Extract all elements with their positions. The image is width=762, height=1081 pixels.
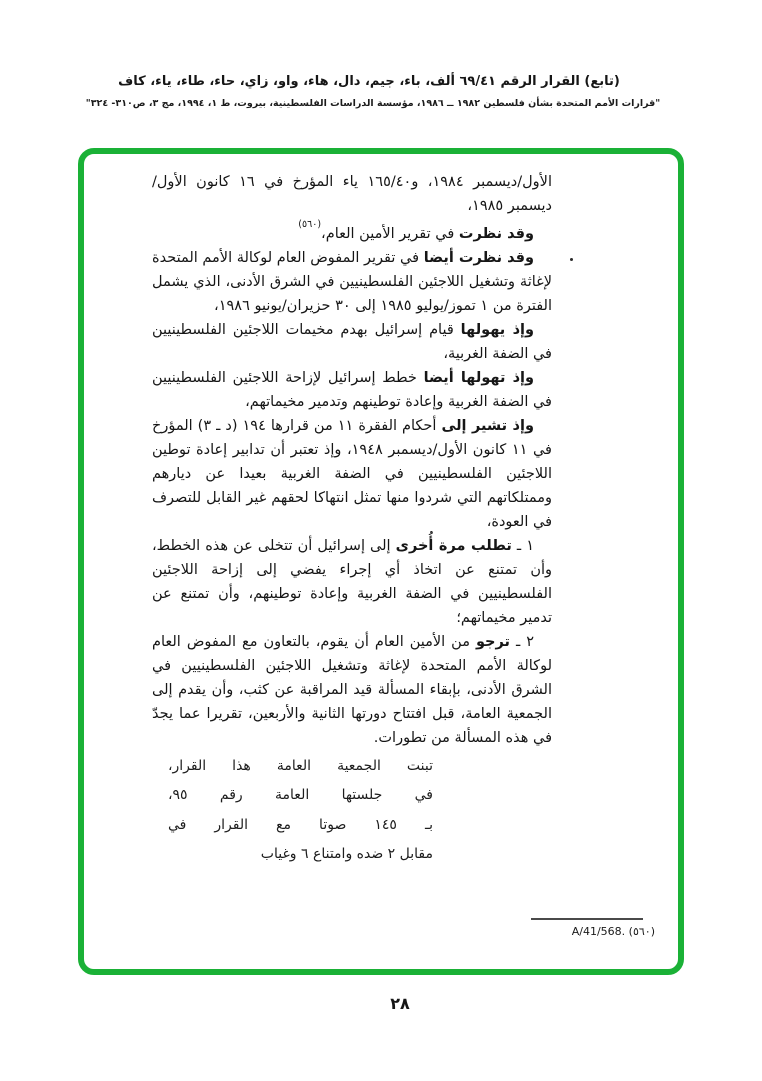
paragraph-text: من الأمين العام أن يقوم، بالتعاون مع المفوض العام لوكالة الأمم المتحدة لإغاثة وتشغيل اللاجئين الفلسطينيين في الشرق الأدنى، بإبقاء المسألة قيد المراقبة عن كثب، وأن يقدم إلى الجمعية العامة، قبل افتتاح دورتها الثانية والأربعين، تقريرا عما يجدّ في هذه المسألة من تطورات. [152, 633, 552, 746]
paragraph-lead: وإذ يهولها [460, 321, 534, 338]
paragraph-number: ١ ـ [511, 537, 534, 554]
adoption-note-line: تبنت الجمعية العامة هذا القرار، [168, 757, 433, 774]
resolution-paragraph [152, 414, 552, 534]
page-header [0, 74, 762, 109]
footnote-document-symbol: A/41/568. [571, 925, 626, 938]
page-number: ٢٨ [390, 994, 410, 1013]
green-frame [78, 148, 684, 975]
adoption-note-line: بـ ١٤٥ صوتا مع القرار في [168, 816, 433, 833]
footnote-rule [531, 918, 643, 920]
resolution-paragraph [152, 218, 552, 246]
resolution-paragraph [152, 366, 552, 414]
adoption-note [168, 752, 433, 870]
resolution-paragraph [152, 170, 552, 218]
resolution-paragraph [152, 246, 552, 318]
source-citation: "قرارات الأمم المتحدة بشأن فلسطين ١٩٨٢ ــ ١٩٨٦، مؤسسة الدراسات الفلسطينية، بيروت، ط ١، ١٩٩٤، مج ٣، ص٣١٠- ٣٢٤" [85, 98, 661, 109]
paragraph-text: إلى إسرائيل أن تتخلى عن هذه الخطط، وأن تمتنع عن اتخاذ أي إجراء يفضي إلى إزاحة اللاجئين الفلسطينيين في الضفة الغربية وإعادة توطينهم، وأن تمتنع عن تدمير مخيماتهم؛ [152, 537, 552, 626]
adoption-note-line: في جلستها العامة رقم ٩٥، [168, 787, 433, 804]
footnote-text [531, 925, 655, 938]
resolution-continuation-title: (تابع) القرار الرقم ٦٩/٤١ ألف، باء، جيم، دال، هاء، واو، زاي، حاء، طاء، ياء، كاف [118, 74, 620, 89]
paragraph-lead: تطلب مرة أُخرى [395, 537, 512, 554]
scan-artifact-dot [570, 258, 573, 261]
adoption-note-line: مقابل ٢ ضده وامتناع ٦ وغياب [260, 846, 433, 863]
paragraph-text: قيام إسرائيل بهدم مخيمات اللاجئين الفلسطينيين في الضفة الغربية، [152, 321, 552, 362]
paragraph-lead: ترجو [475, 633, 510, 650]
paragraph-number: ٢ ـ [509, 633, 534, 650]
footnote-block [531, 918, 655, 938]
resolution-body [152, 170, 552, 870]
footnote-number: (٥٦٠) [628, 925, 655, 938]
resolution-paragraph [152, 630, 552, 750]
paragraph-text: خطط إسرائيل لإزاحة اللاجئين الفلسطينيين في الضفة الغربية وإعادة توطينهم وتدمير مخيماتهم، [152, 369, 552, 410]
footnote-ref: (٥٦٠) [298, 219, 322, 230]
paragraph-text: في تقرير المفوض العام لوكالة الأمم المتحدة لإغاثة وتشغيل اللاجئين الفلسطينيين في الشرق الأدنى، الذي يشمل الفترة من ١ تموز/يوليو ١٩٨٥ إلى ٣٠ حزيران/يونيو ١٩٨٦، [152, 249, 552, 314]
paragraph-text: في تقرير الأمين العام، [321, 225, 459, 242]
resolution-paragraph [152, 318, 552, 366]
resolution-paragraph [152, 534, 552, 630]
paragraph-lead: وقد نظرت أيضا [423, 249, 534, 266]
paragraph-lead: وإذ تشير إلى [441, 417, 534, 434]
paragraph-lead: وإذ تهولها أيضا [423, 369, 534, 386]
paragraph-lead: وقد نظرت [458, 225, 534, 242]
paragraph-text: أحكام الفقرة ١١ من قرارها ١٩٤ (د ـ ٣) المؤرخ في ١١ كانون الأول/ديسمبر ١٩٤٨، وإذ تعتبر أن تدابير إعادة توطين اللاجئين الفلسطينيين في الضفة الغربية بعيدا عن ديارهم وممتلكاتهم التي شردوا منها تمثل انتهاكا لحقهم غير القابل للتصرف في العودة، [152, 417, 552, 530]
paragraph-text: الأول/ديسمبر ١٩٨٤، و١٦٥/٤٠ ياء المؤرخ في ١٦ كانون الأول/ديسمبر ١٩٨٥، [152, 174, 552, 214]
